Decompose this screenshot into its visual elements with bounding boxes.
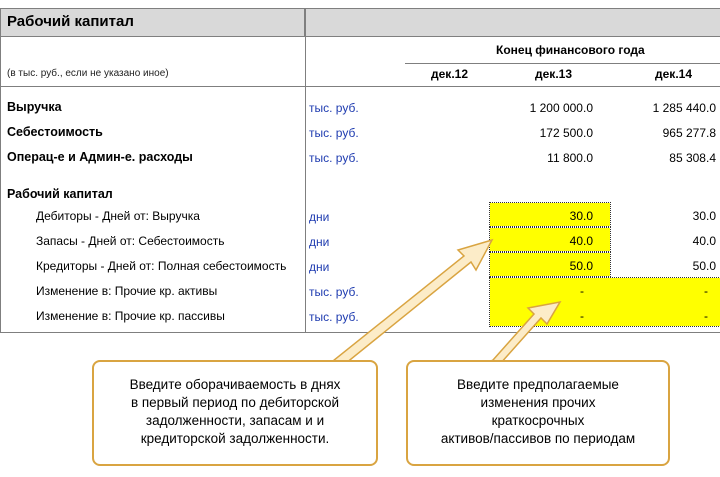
callout-left-line-1: Введите оборачиваемость в днях	[129, 377, 341, 392]
wc-row-unit-other-liabilities: тыс. руб.	[309, 310, 359, 324]
sheet-title: Рабочий капитал	[7, 13, 134, 30]
column-header-dec14: дек.14	[655, 67, 692, 81]
revenue-dec13: 1 200 000.0	[529, 101, 593, 115]
wc-row-label-receivables: Дебиторы - Дней от: Выручка	[36, 209, 200, 223]
revenue-dec14: 1 285 440.0	[652, 101, 716, 115]
wc-row-unit-payables: дни	[309, 260, 330, 274]
other-liabilities-dec14[interactable]: -	[704, 309, 708, 323]
section-heading-working-capital: Рабочий капитал	[7, 187, 113, 201]
callout-left-line-2: в первый период по дебиторской	[130, 395, 340, 410]
row-label-opex: Операц-е и Админ-е. расходы	[7, 150, 193, 164]
callout-turnover-days	[92, 360, 378, 466]
wc-row-unit-inventory: дни	[309, 235, 330, 249]
row-label-cogs: Себестоимость	[7, 125, 103, 139]
wc-row-label-inventory: Запасы - Дней от: Себестоимость	[36, 234, 225, 248]
callout-right-line-2: изменения прочих	[480, 395, 596, 410]
payables-dec14: 50.0	[692, 259, 716, 273]
inventory-dec13[interactable]: 40.0	[569, 234, 593, 248]
callout-right-line-1: Введите предполагаемые	[457, 377, 619, 392]
payables-dec13[interactable]: 50.0	[569, 259, 593, 273]
wc-row-label-payables: Кредиторы - Дней от: Полная себестоимость	[36, 259, 287, 273]
column-header-dec12: дек.12	[431, 67, 468, 81]
arrow-to-day-inputs	[322, 240, 492, 368]
cogs-dec14: 965 277.8	[662, 126, 716, 140]
row-unit-revenue: тыс. руб.	[309, 101, 359, 115]
wc-row-unit-other-assets: тыс. руб.	[309, 285, 359, 299]
row-label-revenue: Выручка	[7, 100, 62, 114]
opex-dec13: 11 800.0	[547, 151, 593, 165]
wc-row-label-other-assets: Изменение в: Прочие кр. активы	[36, 284, 218, 298]
other-liabilities-dec13[interactable]: -	[580, 309, 584, 323]
fiscal-year-label: Конец финансового года	[496, 43, 645, 57]
receivables-dec13[interactable]: 30.0	[569, 209, 593, 223]
other-assets-dec14[interactable]: -	[704, 284, 708, 298]
other-assets-dec13[interactable]: -	[580, 284, 584, 298]
callout-left-line-3: задолженности, запасам и и	[145, 413, 325, 428]
units-note: (в тыс. руб., если не указано иное)	[7, 68, 169, 79]
callout-left-line-4: кредиторской задолженности.	[140, 431, 330, 446]
row-unit-cogs: тыс. руб.	[309, 126, 359, 140]
opex-dec14: 85 308.4	[669, 151, 716, 165]
callout-right-line-3: краткосрочных	[491, 413, 585, 428]
receivables-dec14: 30.0	[692, 209, 716, 223]
wc-row-label-other-liabilities: Изменение в: Прочие кр. пассивы	[36, 309, 225, 323]
arrow-to-other-changes	[484, 302, 560, 364]
callout-other-changes	[406, 360, 670, 466]
row-unit-opex: тыс. руб.	[309, 151, 359, 165]
cogs-dec13: 172 500.0	[539, 126, 593, 140]
wc-row-unit-receivables: дни	[309, 210, 330, 224]
callout-right-line-4: активов/пассивов по периодам	[440, 431, 636, 446]
inventory-dec14: 40.0	[692, 234, 716, 248]
column-header-dec13: дек.13	[535, 67, 572, 81]
